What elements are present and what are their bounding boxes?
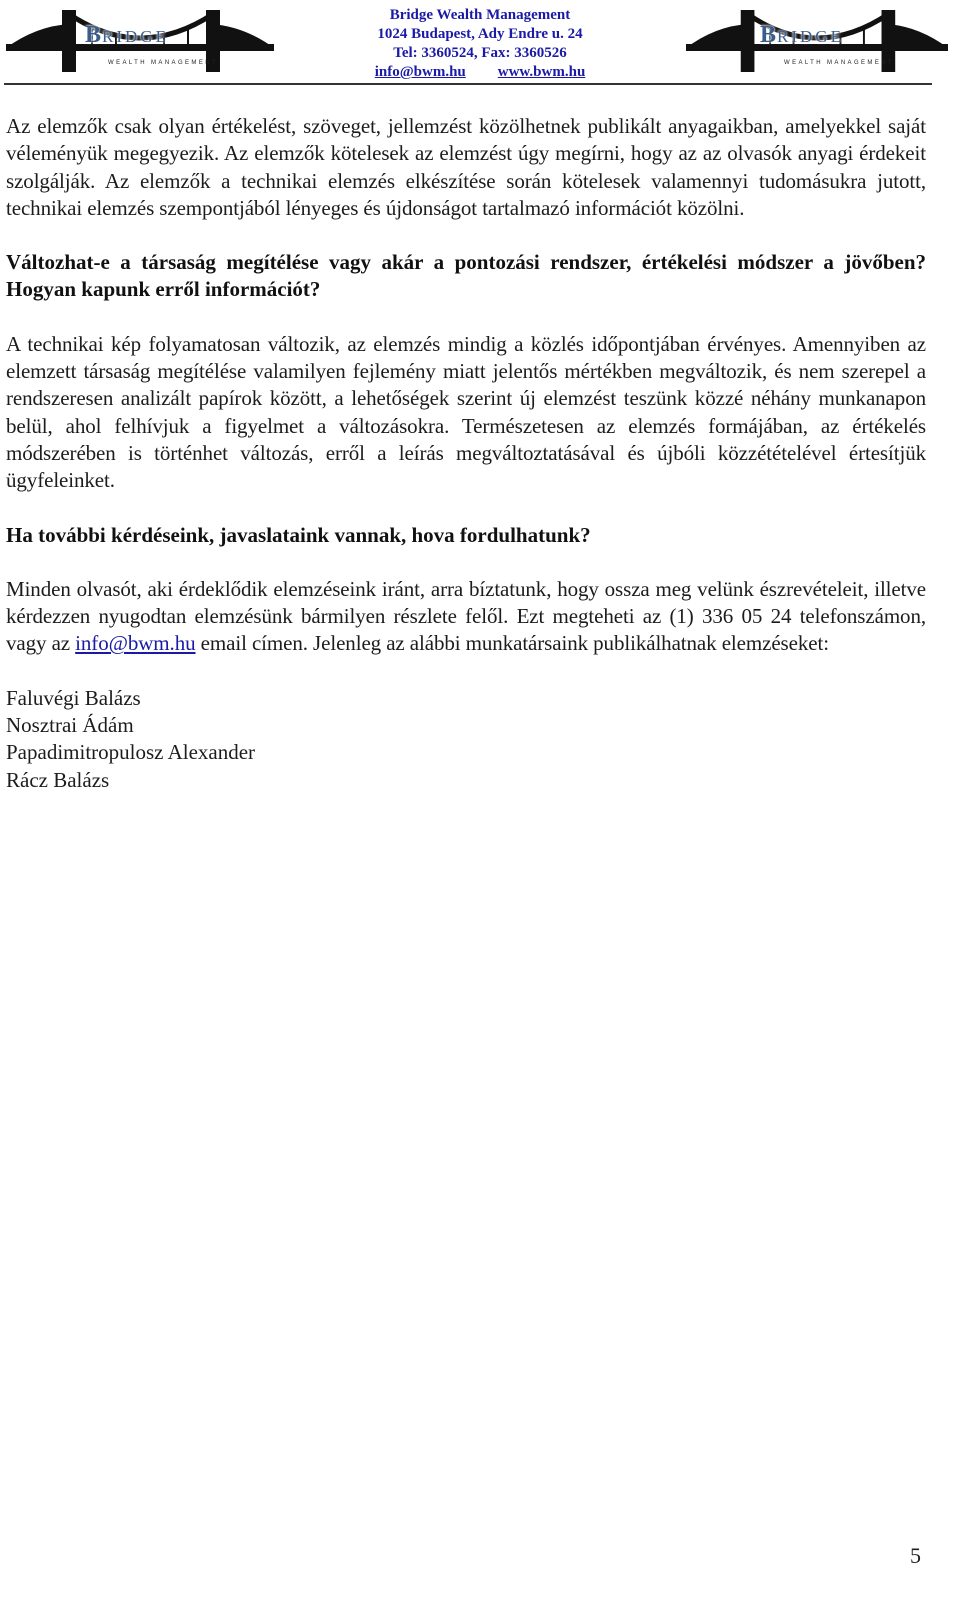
company-contact-block bbox=[320, 6, 640, 82]
logo-subtitle: WEALTH MANAGEMENT bbox=[108, 60, 219, 66]
page-number: 5 bbox=[910, 1543, 921, 1568]
analyst-list bbox=[6, 685, 926, 794]
analyst-name: Rácz Balázs bbox=[6, 767, 110, 792]
heading-rating-changes: Változhat-e a társaság megítélése vagy akár a pontozási rendszer, értékelési módszer a jövőben? Hogyan kapunk erről információt? bbox=[6, 250, 926, 302]
analyst-name: Faluvégi Balázs bbox=[6, 685, 141, 710]
header-divider bbox=[4, 83, 932, 85]
company-name: Bridge Wealth Management bbox=[389, 7, 571, 23]
company-address: 1024 Budapest, Ady Endre u. 24 bbox=[377, 26, 583, 42]
header-email-link[interactable]: info@bwm.hu bbox=[374, 64, 466, 80]
analyst-name: Papadimitropulosz Alexander bbox=[6, 740, 256, 765]
logo-subtitle: WEALTH MANAGEMENT bbox=[784, 60, 895, 66]
paragraph-contact: Minden olvasót, aki érdeklődik elemzéseink iránt, arra bíztatunk, hogy ossza meg velünk észrevételeit, illetve kérdezzen nyugodtan elemzésünk bármilyen részlete felől. Ezt megteheti az (1) 336 05 24 telefonszámon, vagy az info@bwm.hu email címen. Jelenleg az alábbi munkatársaink publikálhatnak elemzéseket: bbox=[6, 576, 926, 656]
paragraph-rating-changes: A technikai kép folyamatosan változik, az elemzés mindig a közlés időpontjában érvényes. Amennyiben az elemzett társaság megítélése valamilyen fejlemény miatt jelentős mértékben megváltozik, és nem szerepel a rendszeresen analizált papírok között, a lehetőségek szerint új elemzést teszünk közzé néhány munkanapon belül, ahol felhívjuk a figyelmet a változásokra. Természetesen az elemzés formájában, az értékelés módszerében is történhet változás, erről a leírás megváltoztatásával és újbóli közzétételével értesítjük ügyfeleinket. bbox=[6, 331, 926, 493]
bridge-logo-right bbox=[686, 4, 948, 74]
header-website-link[interactable]: www.bwm.hu bbox=[497, 64, 586, 80]
heading-contact-questions: Ha további kérdéseink, javaslataink vannak, hova fordulhatunk? bbox=[6, 522, 591, 547]
company-phone-fax: Tel: 3360524, Fax: 3360526 bbox=[393, 45, 567, 61]
paragraph-analyst-obligations: Az elemzők csak olyan értékelést, szöveget, jellemzést közölhetnek publikált anyagaikban, amelyekkel saját véleményük megegyezik. Az elemzők kötelesek az elemzést úgy megírni, hogy az az olvasók anyagi érdekeit szolgálják. Az elemzők a technikai elemzés elkészítése során kötelesek valamennyi tudomásukra jutott, technikai elemzés szempontjából lényeges és újdonságot tartalmazó információt közölni. bbox=[6, 114, 926, 220]
page-header bbox=[0, 0, 960, 86]
logo-wordmark: BRIDGE bbox=[760, 22, 844, 48]
bridge-logo-left bbox=[6, 4, 274, 74]
analyst-name: Nosztrai Ádám bbox=[6, 713, 134, 738]
document-body bbox=[6, 113, 926, 794]
body-email-link[interactable]: info@bwm.hu bbox=[75, 631, 196, 656]
logo-wordmark: BRIDGE bbox=[85, 22, 169, 48]
